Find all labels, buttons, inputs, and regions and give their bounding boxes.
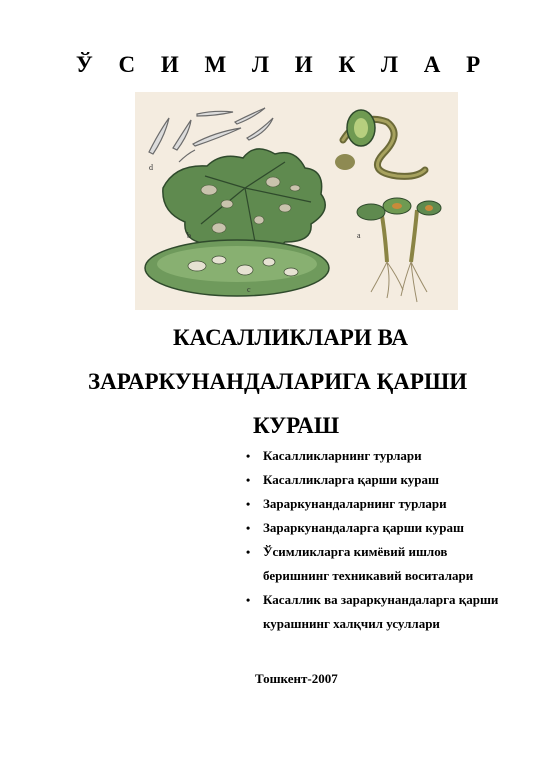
list-item-text: Касаллик ва зараркунандаларга қарши курашнинг халқчил усуллари — [263, 592, 499, 631]
label-a: a — [357, 231, 361, 240]
list-item-text: Зараркунандаларга қарши кураш — [263, 520, 464, 535]
infected-fruit-drawing — [145, 240, 329, 296]
bullet-icon: • — [246, 521, 251, 535]
list-item-text: Зараркунандаларнинг турлари — [263, 496, 447, 511]
list-item-text: Касалликларнинг турлари — [263, 448, 422, 463]
main-title — [0, 316, 556, 448]
bullet-icon: • — [246, 545, 251, 559]
bullet-icon: • — [246, 497, 251, 511]
label-b: b — [187, 231, 191, 240]
list-item — [246, 540, 546, 588]
main-title-line-2: ЗАРАРКУНАНДАЛАРИГА ҚАРШИ — [88, 369, 468, 394]
list-item — [246, 444, 546, 468]
label-d: d — [149, 163, 153, 172]
bullet-icon: • — [246, 473, 251, 487]
list-item — [246, 492, 546, 516]
bullet-icon: • — [246, 449, 251, 463]
list-item — [246, 516, 546, 540]
document-title: Ў С И М Л И К Л А Р — [75, 52, 491, 77]
label-c: c — [247, 285, 251, 294]
list-item — [246, 588, 546, 636]
publication-place-year: Тошкент-2007 — [255, 671, 338, 686]
main-title-line-3: КУРАШ — [253, 413, 340, 438]
list-item-text: Касалликларга қарши кураш — [263, 472, 439, 487]
list-item-text: Ўсимликларга кимёвий ишлов беришнинг техникавий воситалари — [263, 544, 474, 583]
main-title-line-1: КАСАЛЛИКЛАРИ ВА — [173, 325, 408, 350]
plant-disease-drawing — [135, 92, 458, 310]
bullet-icon: • — [246, 593, 251, 607]
plant-disease-illustration — [135, 92, 458, 310]
list-item — [246, 468, 546, 492]
topics-list — [246, 444, 546, 636]
